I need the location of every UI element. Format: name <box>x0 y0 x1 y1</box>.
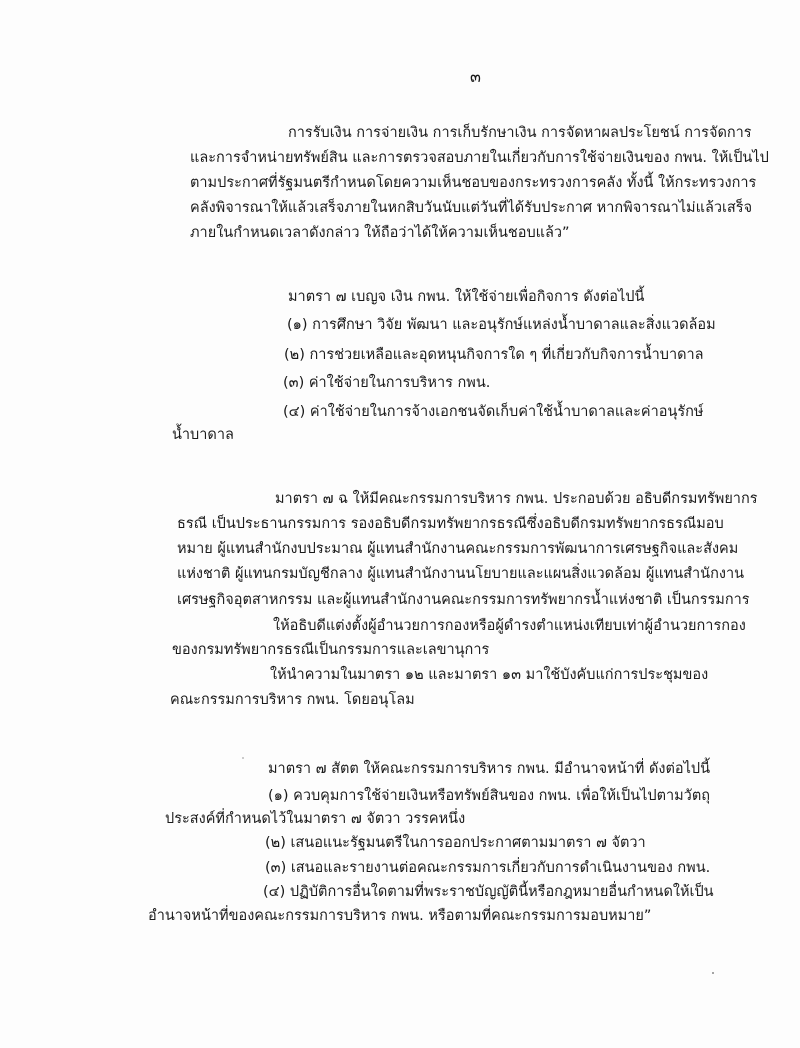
scan-speck <box>242 757 244 759</box>
section-7-6-line-9: คณะกรรมการบริหาร กพน. โดยอนุโลม <box>170 692 415 708</box>
paragraph-1-line-5: ภายในกำหนดเวลาดังกล่าว ให้ถือว่าได้ให้ความเห็นชอบแล้ว” <box>190 225 570 241</box>
section-7-5-item-1: (๑) การศึกษา วิจัย พัฒนา และอนุรักษ์แหล่งน้ำบาดาลและสิ่งแวดล้อม <box>287 317 716 333</box>
paragraph-1-line-2: และการจำหน่ายทรัพย์สิน และการตรวจสอบภายในเกี่ยวกับการใช้จ่ายเงินของ กพน. ให้เป็นไป <box>190 150 769 166</box>
section-7-7-line-4: (๓) เสนอและรายงานต่อคณะกรรมการเกี่ยวกับการดำเนินงานของ กพน. <box>265 860 711 876</box>
paragraph-1-line-1: การรับเงิน การจ่ายเงิน การเก็บรักษาเงิน การจัดหาผลประโยชน์ การจัดการ <box>288 125 752 141</box>
scan-speck <box>712 972 714 974</box>
section-7-6-line-4: แห่งชาติ ผู้แทนกรมบัญชีกลาง ผู้แทนสำนักงานนโยบายและแผนสิ่งแวดล้อม ผู้แทนสำนักงาน <box>177 566 744 582</box>
section-7-5-item-4-continuation: น้ำบาดาล <box>172 427 234 443</box>
section-7-5-item-4: (๔) ค่าใช้จ่ายในการจ้างเอกชนจัดเก็บค่าใช้น้ำบาดาลและค่าอนุรักษ์ <box>283 404 704 420</box>
paragraph-1-line-3: ตามประกาศที่รัฐมนตรีกำหนดโดยความเห็นชอบของกระทรวงการคลัง ทั้งนี้ ให้กระทรวงการ <box>190 175 757 191</box>
section-7-7-line-2: ประสงค์ที่กำหนดไว้ในมาตรา ๗ จัตวา วรรคหนึ่ง <box>165 811 466 827</box>
section-7-7-line-1: (๑) ควบคุมการใช้จ่ายเงินหรือทรัพย์สินของ กพน. เพื่อให้เป็นไปตามวัตถุ <box>268 788 711 804</box>
section-7-5-item-2: (๒) การช่วยเหลือและอุดหนุนกิจการใด ๆ ที่เกี่ยวกับกิจการน้ำบาดาล <box>284 347 704 363</box>
section-7-7-heading: มาตรา ๗ สัตต ให้คณะกรรมการบริหาร กพน. มีอำนาจหน้าที่ ดังต่อไปนี้ <box>268 761 710 777</box>
section-7-6-line-8: ให้นำความในมาตรา ๑๒ และมาตรา ๑๓ มาใช้บังคับแก่การประชุมของ <box>270 667 709 683</box>
section-7-7-line-5: (๔) ปฏิบัติการอื่นใดตามที่พระราชบัญญัตินี้หรือกฎหมายอื่นกำหนดให้เป็น <box>263 884 714 900</box>
page-number: ๓ <box>470 67 481 86</box>
section-7-6-line-5: เศรษฐกิจอุตสาหกรรม และผู้แทนสำนักงานคณะกรรมการทรัพยากรน้ำแห่งชาติ เป็นกรรมการ <box>177 592 750 608</box>
section-7-7-line-6: อำนาจหน้าที่ของคณะกรรมการบริหาร กพน. หรือตามที่คณะกรรมการมอบหมาย” <box>148 908 652 924</box>
section-7-6-line-2: ธรณี เป็นประธานกรรมการ รองอธิบดีกรมทรัพยากรธรณีซึ่งอธิบดีกรมทรัพยากรธรณีมอบ <box>177 516 724 532</box>
section-7-6-line-1: มาตรา ๗ ฉ ให้มีคณะกรรมการบริหาร กพน. ประกอบด้วย อธิบดีกรมทรัพยากร <box>275 491 758 507</box>
paragraph-1-line-4: คลังพิจารณาให้แล้วเสร็จภายในหกสิบวันนับแต่วันที่ได้รับประกาศ หากพิจารณาไม่แล้วเสร็จ <box>190 200 753 216</box>
section-7-6-line-7: ของกรมทรัพยากรธรณีเป็นกรรมการและเลขานุการ <box>172 642 490 658</box>
section-7-6-line-3: หมาย ผู้แทนสำนักงบประมาณ ผู้แทนสำนักงานคณะกรรมการพัฒนาการเศรษฐกิจและสังคม <box>177 541 739 557</box>
section-7-5-item-3: (๓) ค่าใช้จ่ายในการบริหาร กพน. <box>283 375 491 391</box>
section-7-6-line-6: ให้อธิบดีแต่งตั้งผู้อำนวยการกองหรือผู้ดำรงตำแหน่งเทียบเท่าผู้อำนวยการกอง <box>273 618 746 634</box>
section-7-7-line-3: (๒) เสนอแนะรัฐมนตรีในการออกประกาศตามมาตรา ๗ จัตวา <box>265 835 646 851</box>
section-7-5-heading: มาตรา ๗ เบญจ เงิน กพน. ให้ใช้จ่ายเพื่อกิจการ ดังต่อไปนี้ <box>288 289 645 305</box>
